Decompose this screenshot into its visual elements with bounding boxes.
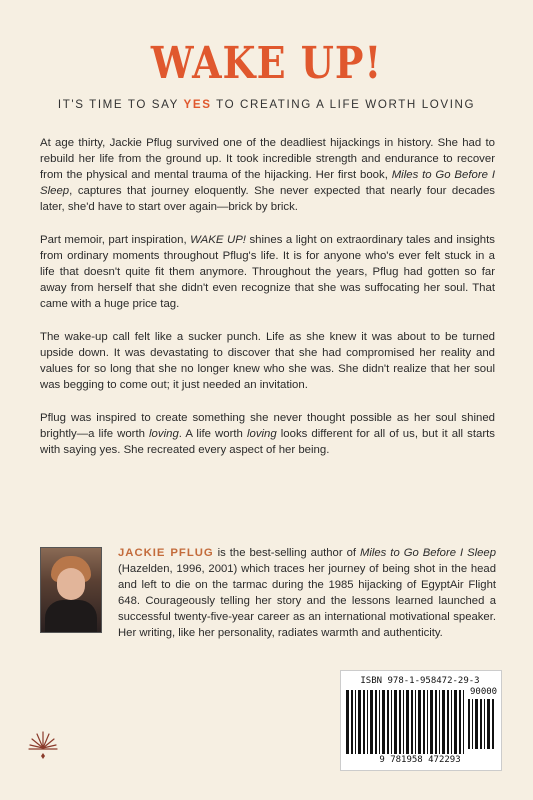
- blurb-paragraph-1: [40, 135, 495, 215]
- p4-emphasis-1: loving: [149, 428, 179, 440]
- tagline-yes: YES: [183, 98, 212, 111]
- photo-shirt: [45, 600, 97, 632]
- barcode-stripe: [394, 690, 397, 754]
- isbn-number: ISBN 978-1-958472-29-3: [360, 676, 480, 686]
- barcode-stripe: [427, 690, 428, 754]
- barcode-stripe: [475, 699, 478, 749]
- barcode-stripe: [355, 690, 356, 754]
- price-barcode-bars: [468, 699, 496, 749]
- barcode-stripe: [382, 690, 385, 754]
- p1-book-title: Miles to Go Before I Sleep: [40, 169, 495, 197]
- barcode-stripe: [492, 699, 494, 749]
- bio-text-a: is the best-selling author of: [213, 547, 360, 559]
- barcode-stripe: [387, 690, 389, 754]
- barcode-stripe: [411, 690, 413, 754]
- barcode-stripe: [363, 690, 365, 754]
- barcode-stripe: [379, 690, 380, 754]
- barcode-stripe: [399, 690, 401, 754]
- bio-text-b: (Hazelden, 1996, 2001) which traces her journey of being shot in the head and left to die on the tarmac during the 1985 hijacking of EgyptAir Flight 648. Courageously telling her story and the lessons learned launched a successful twenty-five-year career as an international motivational speaker. Her writing, like her personality, radiates warmth and authenticity.: [118, 563, 496, 639]
- barcode-stripe: [468, 699, 470, 749]
- book-title: WAKE UP!: [150, 36, 383, 89]
- price-code: 90000: [470, 687, 498, 697]
- barcode-stripe: [480, 699, 482, 749]
- p2-text-a: Part memoir, part inspiration,: [40, 234, 191, 246]
- tagline: [0, 98, 533, 111]
- p4-text-e: looks different for all of us, but it all starts with saying yes. She recreated every aspect of her being.: [40, 428, 495, 456]
- blurb: [40, 135, 495, 475]
- barcode-stripe: [415, 690, 416, 754]
- p4-text-a: Pflug was inspired to create something she never thought possible as her soul shined brightly—a life worth: [40, 412, 495, 440]
- barcode-stripe: [346, 690, 349, 754]
- barcode-stripe: [463, 690, 464, 754]
- barcode-stripe: [403, 690, 404, 754]
- barcode-bars: [346, 690, 464, 754]
- author-name: JACKIE PFLUG: [118, 547, 214, 559]
- barcode-stripe: [459, 690, 461, 754]
- sunrise-logo-icon: [28, 726, 58, 762]
- barcode-stripe: [351, 690, 353, 754]
- ean-number: 9 781958 472293: [379, 755, 461, 765]
- barcode-stripe: [367, 690, 368, 754]
- author-bio: [118, 545, 496, 641]
- p2-book-title: WAKE UP!: [190, 234, 246, 246]
- barcode-stripe: [370, 690, 373, 754]
- p4-emphasis-2: loving: [246, 428, 277, 440]
- author-photo: [40, 547, 102, 633]
- blurb-paragraph-3: The wake-up call felt like a sucker punch. Life as she knew it was about to be turned upside down. It was devastating to discover that she had compromised her reality and values for so long that she no longer knew who she was. She didn't realize that her soul was begging to come out; it just needed an invitation.: [40, 331, 495, 391]
- barcode-stripe: [484, 699, 485, 749]
- barcode-stripe: [487, 699, 490, 749]
- bio-book-title: Miles to Go Before I Sleep: [359, 547, 496, 559]
- barcode-stripe: [406, 690, 409, 754]
- barcode-stripe: [454, 690, 457, 754]
- p1-text-a: At age thirty, Jackie Pflug survived one of the deadliest hijackings in history. She had to rebuild her life from the ground up. It took incredible strength and endurance to recover from the physical and mental trauma of the hijacking. Her first book,: [40, 137, 495, 181]
- p4-text-c: . A life worth: [178, 428, 247, 440]
- barcode-stripe: [439, 690, 440, 754]
- barcode-stripe: [451, 690, 452, 754]
- tagline-before: IT'S TIME TO SAY: [57, 98, 184, 111]
- barcode-stripe: [430, 690, 433, 754]
- photo-face: [57, 568, 85, 600]
- barcode-stripe: [418, 690, 421, 754]
- tagline-after: TO CREATING A LIFE WORTH LOVING: [211, 98, 476, 111]
- barcode-stripe: [423, 690, 425, 754]
- p1-text-c: , captures that journey eloquently. She never expected that nearly four decades later, she'd have to start over again—brick by brick.: [40, 185, 495, 213]
- barcode-stripe: [435, 690, 437, 754]
- barcode-stripe: [442, 690, 445, 754]
- barcode-stripe: [447, 690, 449, 754]
- blurb-paragraph-2: [40, 232, 495, 312]
- barcode-stripe: [358, 690, 361, 754]
- barcode-stripe: [391, 690, 392, 754]
- blurb-paragraph-4: [40, 410, 495, 458]
- p2-text-c: shines a light on extraordinary tales and insights from ordinary moments throughout Pflug's life. It is for anyone who's ever felt stuck in a life that doesn't quite fit them anymore. Throughout the years, Pflug had gotten so far away from herself that she didn't even recognize that she was suffocating her soul. That came with a huge price tag.: [40, 234, 495, 310]
- barcode-stripe: [472, 699, 473, 749]
- barcode-stripe: [375, 690, 377, 754]
